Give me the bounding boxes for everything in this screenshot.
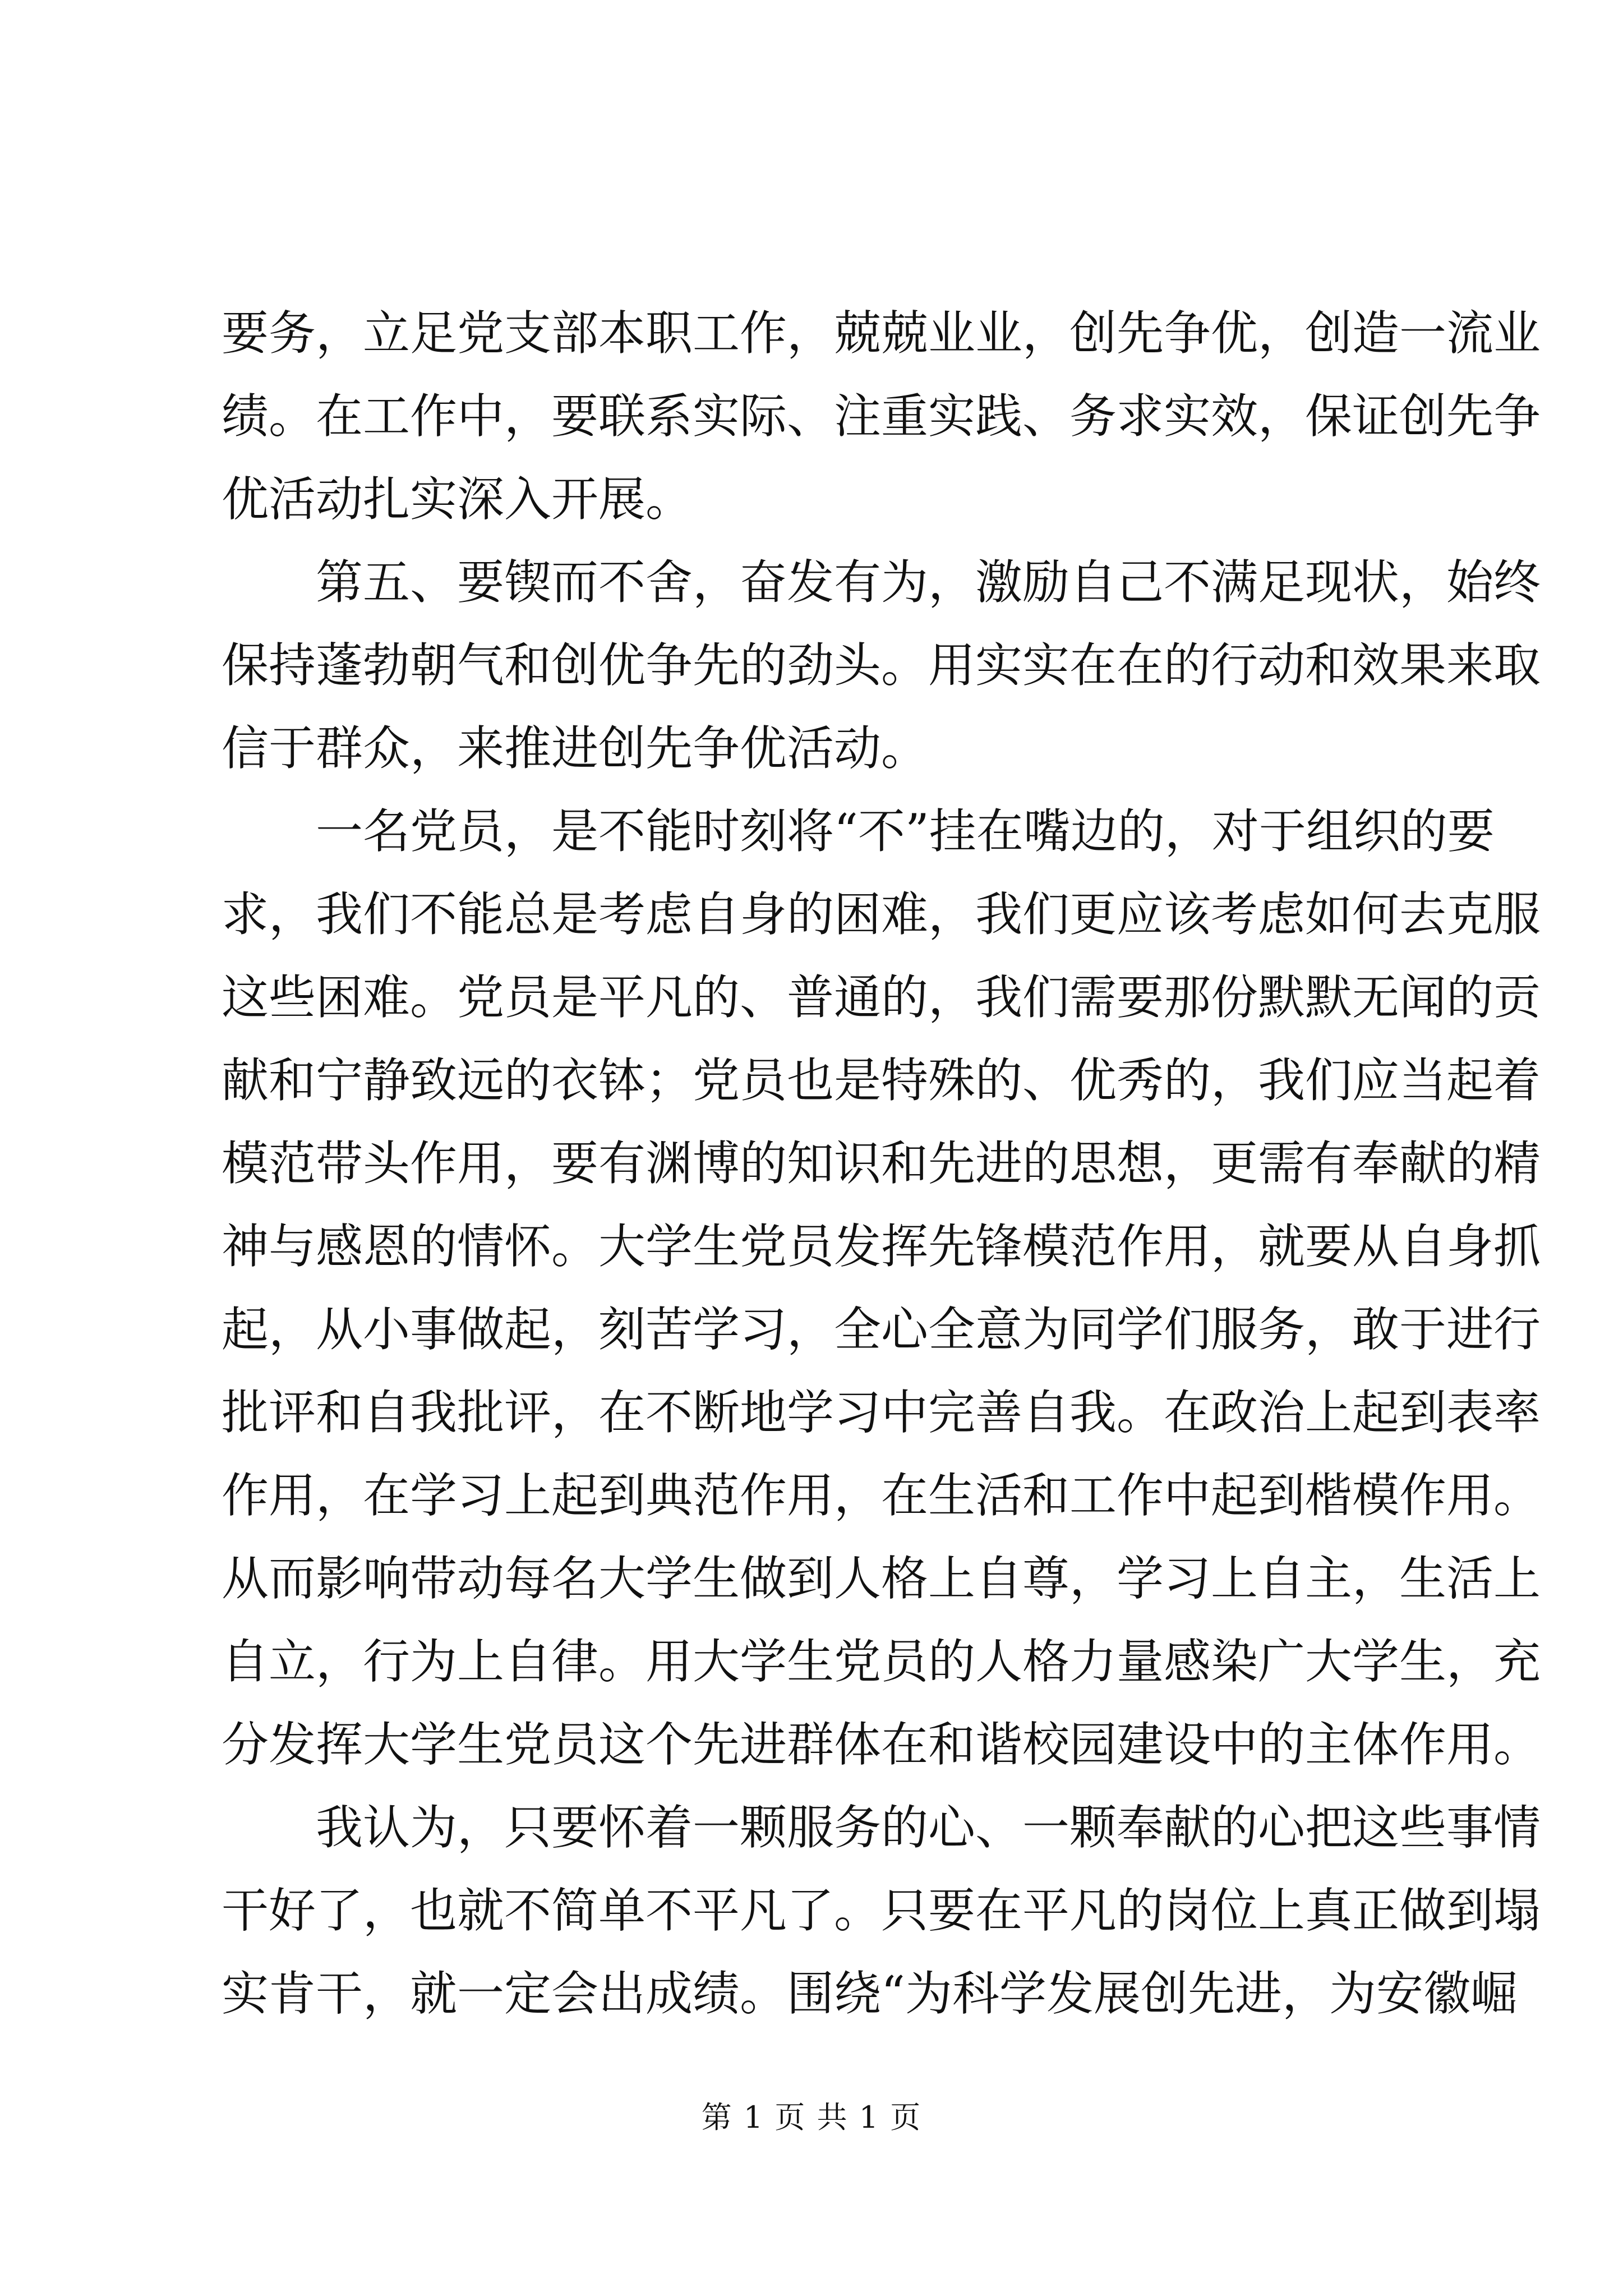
paragraph <box>222 541 1541 790</box>
text-line: 绩。在工作中，要联系实际、注重实践、务求实效，保证创先争 <box>222 389 1541 444</box>
text-line: 干好了，也就不简单不平凡了。只要在平凡的岗位上真正做到塌 <box>222 1883 1541 1938</box>
text-line: 保持蓬勃朝气和创优争先的劲头。用实实在在的行动和效果来取 <box>222 638 1541 693</box>
paragraph <box>222 1786 1541 2035</box>
page-footer: 第 1 页 共 1 页 <box>701 2100 922 2135</box>
text-line: 从而影响带动每名大学生做到人格上自尊，学习上自主，生活上 <box>222 1551 1541 1606</box>
text-line: 批评和自我批评，在不断地学习中完善自我。在政治上起到表率 <box>222 1385 1541 1440</box>
text-line: 作用，在学习上起到典范作用，在生活和工作中起到楷模作用。 <box>222 1468 1541 1523</box>
text-line: 分发挥大学生党员这个先进群体在和谐校园建设中的主体作用。 <box>222 1717 1541 1772</box>
text-line: 献和宁静致远的衣钵；党员也是特殊的、优秀的，我们应当起着 <box>222 1053 1541 1108</box>
text-line: 信于群众，来推进创先争优活动。 <box>222 721 929 776</box>
body-text <box>222 292 1541 2035</box>
text-line: 起，从小事做起，刻苦学习，全心全意为同学们服务，敢于进行 <box>222 1302 1541 1357</box>
text-line: 自立，行为上自律。用大学生党员的人格力量感染广大学生，充 <box>222 1634 1541 1689</box>
text-line: 神与感恩的情怀。大学生党员发挥先锋模范作用，就要从自身抓 <box>222 1219 1541 1274</box>
paragraph <box>222 292 1541 541</box>
text-line: 优活动扎实深入开展。 <box>222 472 693 527</box>
text-line: 求，我们不能总是考虑自身的困难，我们更应该考虑如何去克服 <box>222 887 1541 942</box>
text-line: 这些困难。党员是平凡的、普通的，我们需要那份默默无闻的贡 <box>222 970 1541 1025</box>
text-line: 实肯干，就一定会出成绩。围绕“为科学发展创先进，为安徽崛 <box>222 1966 1518 2021</box>
text-line: 第五、要锲而不舍，奋发有为，激励自己不满足现状，始终 <box>316 555 1541 610</box>
text-line: 一名党员，是不能时刻将“不”挂在嘴边的，对于组织的要 <box>316 804 1495 859</box>
text-line: 模范带头作用，要有渊博的知识和先进的思想，更需有奉献的精 <box>222 1136 1541 1191</box>
text-line: 要务，立足党支部本职工作，兢兢业业，创先争优，创造一流业 <box>222 306 1541 361</box>
paragraph <box>222 790 1541 1786</box>
text-line: 我认为，只要怀着一颗服务的心、一颗奉献的心把这些事情 <box>316 1800 1541 1855</box>
